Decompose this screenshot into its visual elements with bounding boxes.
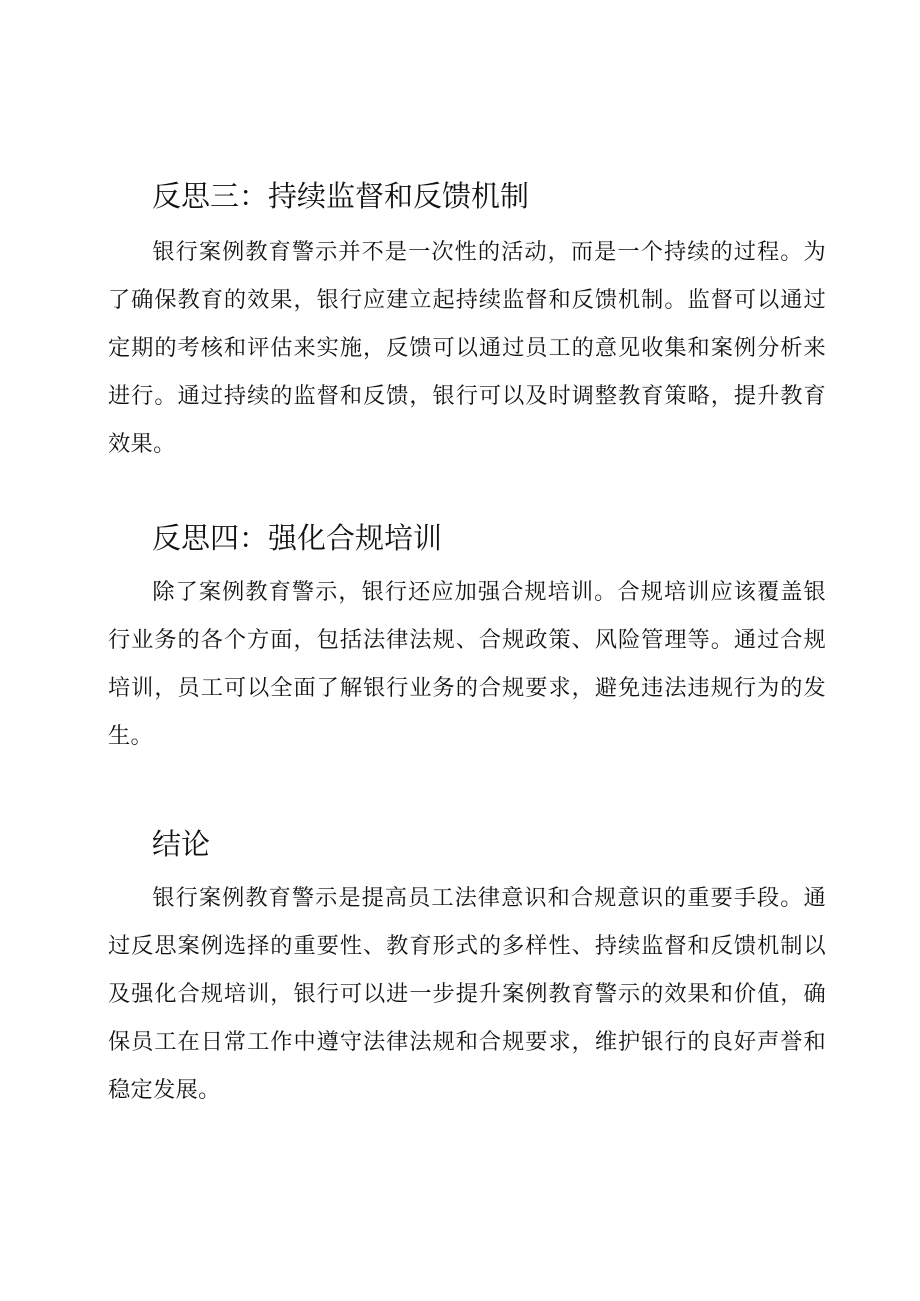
section-heading: 反思三：持续监督和反馈机制 [152,179,530,213]
section-paragraph: 银行案例教育警示并不是一次性的活动，而是一个持续的过程。为了确保教育的效果，银行应建立起持续监督和反馈机制。监督可以通过定期的考核和评估来实施，反馈可以通过员工的意见收集和案例分析来进行。通过持续的监督和反馈，银行可以及时调整教育策略，提升教育效果。 [108,239,826,457]
section-heading: 反思四：强化合规培训 [152,521,443,555]
section-heading: 结论 [152,827,211,861]
section-paragraph: 除了案例教育警示，银行还应加强合规培训。合规培训应该覆盖银行业务的各个方面，包括法律法规、合规政策、风险管理等。通过合规培训，员工可以全面了解银行业务的合规要求，避免违法违规行为的发生。 [108,579,826,749]
section-paragraph: 银行案例教育警示是提高员工法律意识和合规意识的重要手段。通过反思案例选择的重要性、教育形式的多样性、持续监督和反馈机制以及强化合规培训，银行可以进一步提升案例教育警示的效果和价值，确保员工在日常工作中遵守法律法规和合规要求，维护银行的良好声誉和稳定发展。 [108,885,826,1103]
